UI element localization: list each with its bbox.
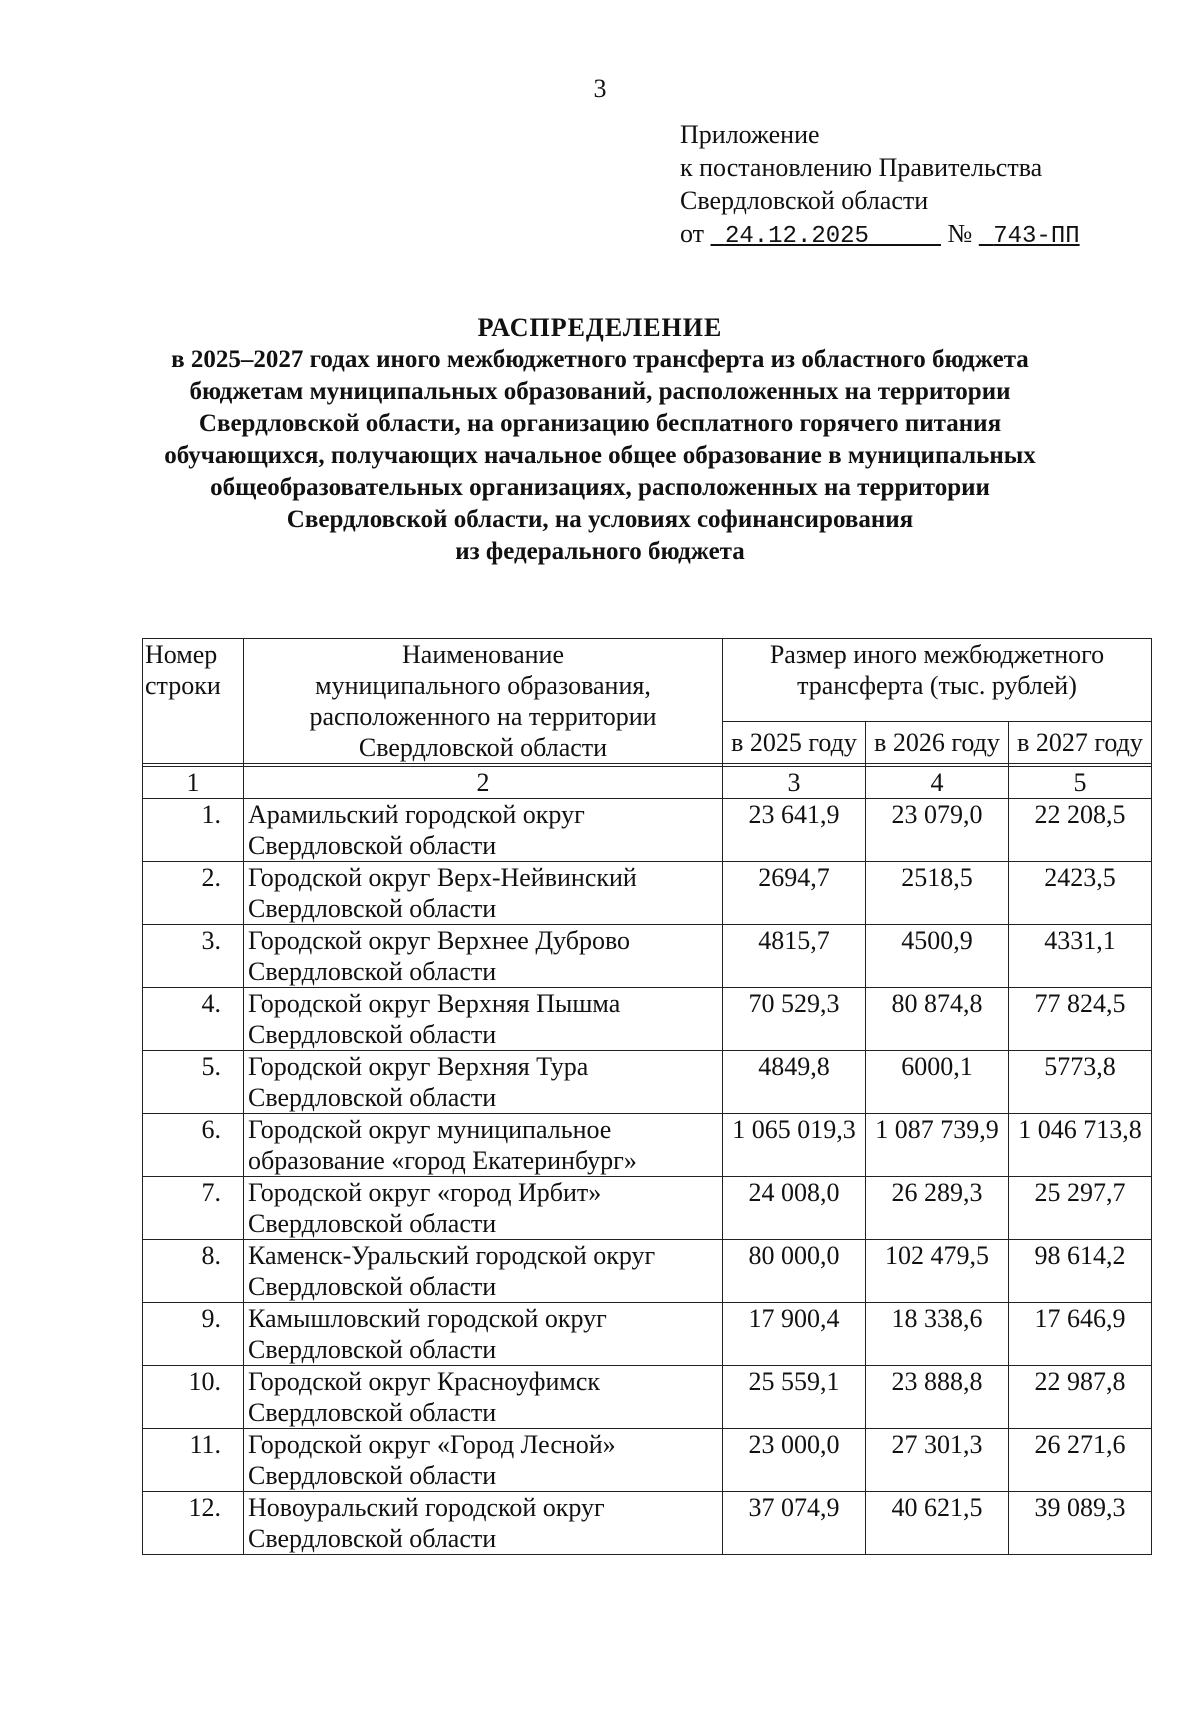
appendix-line-3: Свердловской области — [680, 186, 929, 215]
municipality-name-line-2: Свердловской области — [248, 894, 497, 923]
title-line-7: из федерального бюджета — [455, 538, 745, 565]
municipality-name — [244, 1114, 723, 1177]
row-number: 10. — [143, 1366, 244, 1429]
row-number: 6. — [143, 1114, 244, 1177]
value-2025: 23 000,0 — [723, 1429, 866, 1492]
municipality-name — [244, 925, 723, 988]
appendix-line-1: Приложение — [680, 120, 820, 149]
table-body — [143, 799, 1152, 1555]
value-2027: 26 271,6 — [1009, 1429, 1152, 1492]
number-label: № — [947, 219, 973, 248]
municipality-name — [244, 1240, 723, 1303]
value-2025: 70 529,3 — [723, 988, 866, 1051]
municipality-name-line-2: Свердловской области — [248, 1398, 497, 1427]
title-heading: РАСПРЕДЕЛЕНИЕ — [477, 313, 723, 342]
value-2025: 24 008,0 — [723, 1177, 866, 1240]
municipality-name-line-1: Городской округ муниципальное — [248, 1115, 612, 1144]
value-2027: 17 646,9 — [1009, 1303, 1152, 1366]
municipality-name-line-1: Камышловский городской округ — [248, 1304, 607, 1333]
value-2027: 1 046 713,8 — [1009, 1114, 1152, 1177]
municipality-name — [244, 1492, 723, 1555]
header-year-2026: в 2026 году — [866, 721, 1009, 763]
municipality-name-line-2: Свердловской области — [248, 1209, 497, 1238]
municipality-name-line-2: Свердловской области — [248, 1083, 497, 1112]
resolution-date: 24.12.2025 — [724, 223, 869, 250]
row-number: 4. — [143, 988, 244, 1051]
column-index: 2 — [244, 767, 723, 799]
row-number: 7. — [143, 1177, 244, 1240]
municipality-name-line-2: Свердловской области — [248, 831, 497, 860]
municipality-name-line-1: Городской округ Верхнее Дуброво — [248, 926, 631, 955]
municipality-name — [244, 1051, 723, 1114]
table-row — [143, 1366, 1152, 1429]
municipality-name — [244, 862, 723, 925]
column-index-row — [143, 767, 1152, 799]
table-row — [143, 1051, 1152, 1114]
column-index: 1 — [143, 767, 244, 799]
municipality-name — [244, 988, 723, 1051]
table-row — [143, 1303, 1152, 1366]
title-line-2: бюджетам муниципальных образований, расположенных на территории — [189, 378, 1011, 405]
value-2026: 1 087 739,9 — [866, 1114, 1009, 1177]
row-number: 9. — [143, 1303, 244, 1366]
from-label: от — [680, 219, 705, 248]
value-2025: 2694,7 — [723, 862, 866, 925]
row-number: 5. — [143, 1051, 244, 1114]
municipality-name — [244, 1429, 723, 1492]
value-2025: 23 641,9 — [723, 799, 866, 862]
header-year-2027: в 2027 году — [1009, 721, 1152, 763]
table-header-row — [143, 639, 1152, 722]
municipality-name-line-2: образование «город Екатеринбург» — [248, 1146, 637, 1175]
municipality-name-line-1: Городской округ Красноуфимск — [248, 1367, 601, 1396]
title-line-3: Свердловской области, на организацию бесплатного горячего питания — [198, 410, 1002, 437]
table-row — [143, 799, 1152, 862]
value-2026: 26 289,3 — [866, 1177, 1009, 1240]
table-row — [143, 1240, 1152, 1303]
header-municipality-name: Наименование муниципального образования, расположенного на территории Свердловской области — [244, 639, 723, 764]
value-2027: 5773,8 — [1009, 1051, 1152, 1114]
value-2025: 37 074,9 — [723, 1492, 866, 1555]
value-2026: 2518,5 — [866, 862, 1009, 925]
header-year-2025: в 2025 году — [723, 721, 866, 763]
table-row — [143, 1114, 1152, 1177]
value-2025: 80 000,0 — [723, 1240, 866, 1303]
value-2027: 22 987,8 — [1009, 1366, 1152, 1429]
column-index: 3 — [723, 767, 866, 799]
value-2026: 23 888,8 — [866, 1366, 1009, 1429]
value-2026: 23 079,0 — [866, 799, 1009, 862]
appendix-line-2: к постановлению Правительства — [680, 153, 1043, 182]
municipality-name-line-2: Свердловской области — [248, 1272, 497, 1301]
municipality-name — [244, 799, 723, 862]
value-2027: 22 208,5 — [1009, 799, 1152, 862]
table-row — [143, 1492, 1152, 1555]
value-2026: 40 621,5 — [866, 1492, 1009, 1555]
table-row — [143, 925, 1152, 988]
municipality-name-line-1: Арамильский городской округ — [248, 800, 585, 829]
table-row — [143, 862, 1152, 925]
title-line-6: Свердловской области, на условиях софинансирования — [286, 506, 914, 533]
appendix-block — [680, 118, 1080, 253]
resolution-number: 743-ПП — [993, 223, 1080, 250]
value-2025: 4815,7 — [723, 925, 866, 988]
value-2027: 77 824,5 — [1009, 988, 1152, 1051]
municipality-name-line-1: Каменск-Уральский городской округ — [248, 1241, 656, 1270]
municipality-name-line-1: Городской округ «город Ирбит» — [248, 1178, 602, 1207]
appendix-line-4 — [680, 217, 1080, 253]
municipality-name-line-2: Свердловской области — [248, 957, 497, 986]
municipality-name — [244, 1366, 723, 1429]
value-2026: 80 874,8 — [866, 988, 1009, 1051]
value-2026: 27 301,3 — [866, 1429, 1009, 1492]
column-index: 5 — [1009, 767, 1152, 799]
row-number: 3. — [143, 925, 244, 988]
document-title — [130, 312, 1070, 568]
municipality-name — [244, 1177, 723, 1240]
table-row — [143, 1429, 1152, 1492]
value-2027: 39 089,3 — [1009, 1492, 1152, 1555]
municipality-name-line-2: Свердловской области — [248, 1020, 497, 1049]
value-2025: 25 559,1 — [723, 1366, 866, 1429]
value-2025: 4849,8 — [723, 1051, 866, 1114]
value-2027: 25 297,7 — [1009, 1177, 1152, 1240]
value-2027: 2423,5 — [1009, 862, 1152, 925]
row-number: 2. — [143, 862, 244, 925]
title-line-5: общеобразовательных организациях, расположенных на территории — [210, 474, 990, 501]
value-2025: 1 065 019,3 — [723, 1114, 866, 1177]
value-2026: 6000,1 — [866, 1051, 1009, 1114]
title-line-1: в 2025–2027 годах иного межбюджетного трансферта из областного бюджета — [171, 346, 1029, 373]
municipality-name-line-2: Свердловской области — [248, 1461, 497, 1490]
row-number: 8. — [143, 1240, 244, 1303]
row-number: 1. — [143, 799, 244, 862]
municipality-name-line-1: Городской округ Верхняя Пышма — [248, 989, 621, 1018]
municipality-name-line-1: Городской округ Верх-Нейвинский — [248, 863, 637, 892]
municipality-name-line-1: Городской округ Верхняя Тура — [248, 1052, 589, 1081]
value-2025: 17 900,4 — [723, 1303, 866, 1366]
table-row — [143, 988, 1152, 1051]
municipality-name-line-1: Новоуральский городской округ — [248, 1493, 605, 1522]
value-2027: 4331,1 — [1009, 925, 1152, 988]
municipality-name-line-2: Свердловской области — [248, 1524, 497, 1553]
value-2026: 18 338,6 — [866, 1303, 1009, 1366]
row-number: 12. — [143, 1492, 244, 1555]
value-2027: 98 614,2 — [1009, 1240, 1152, 1303]
header-transfer-size: Размер иного межбюджетного трансферта (тыс. рублей) — [723, 639, 1152, 722]
distribution-table — [142, 638, 1152, 1555]
municipality-name-line-2: Свердловской области — [248, 1335, 497, 1364]
header-row-number: Номер строки — [143, 639, 244, 764]
table-row — [143, 1177, 1152, 1240]
page-number: 3 — [593, 74, 607, 103]
title-line-4: обучающихся, получающих начальное общее образование в муниципальных — [164, 442, 1036, 469]
column-index: 4 — [866, 767, 1009, 799]
value-2026: 4500,9 — [866, 925, 1009, 988]
municipality-name — [244, 1303, 723, 1366]
municipality-name-line-1: Городской округ «Город Лесной» — [248, 1430, 616, 1459]
value-2026: 102 479,5 — [866, 1240, 1009, 1303]
row-number: 11. — [143, 1429, 244, 1492]
